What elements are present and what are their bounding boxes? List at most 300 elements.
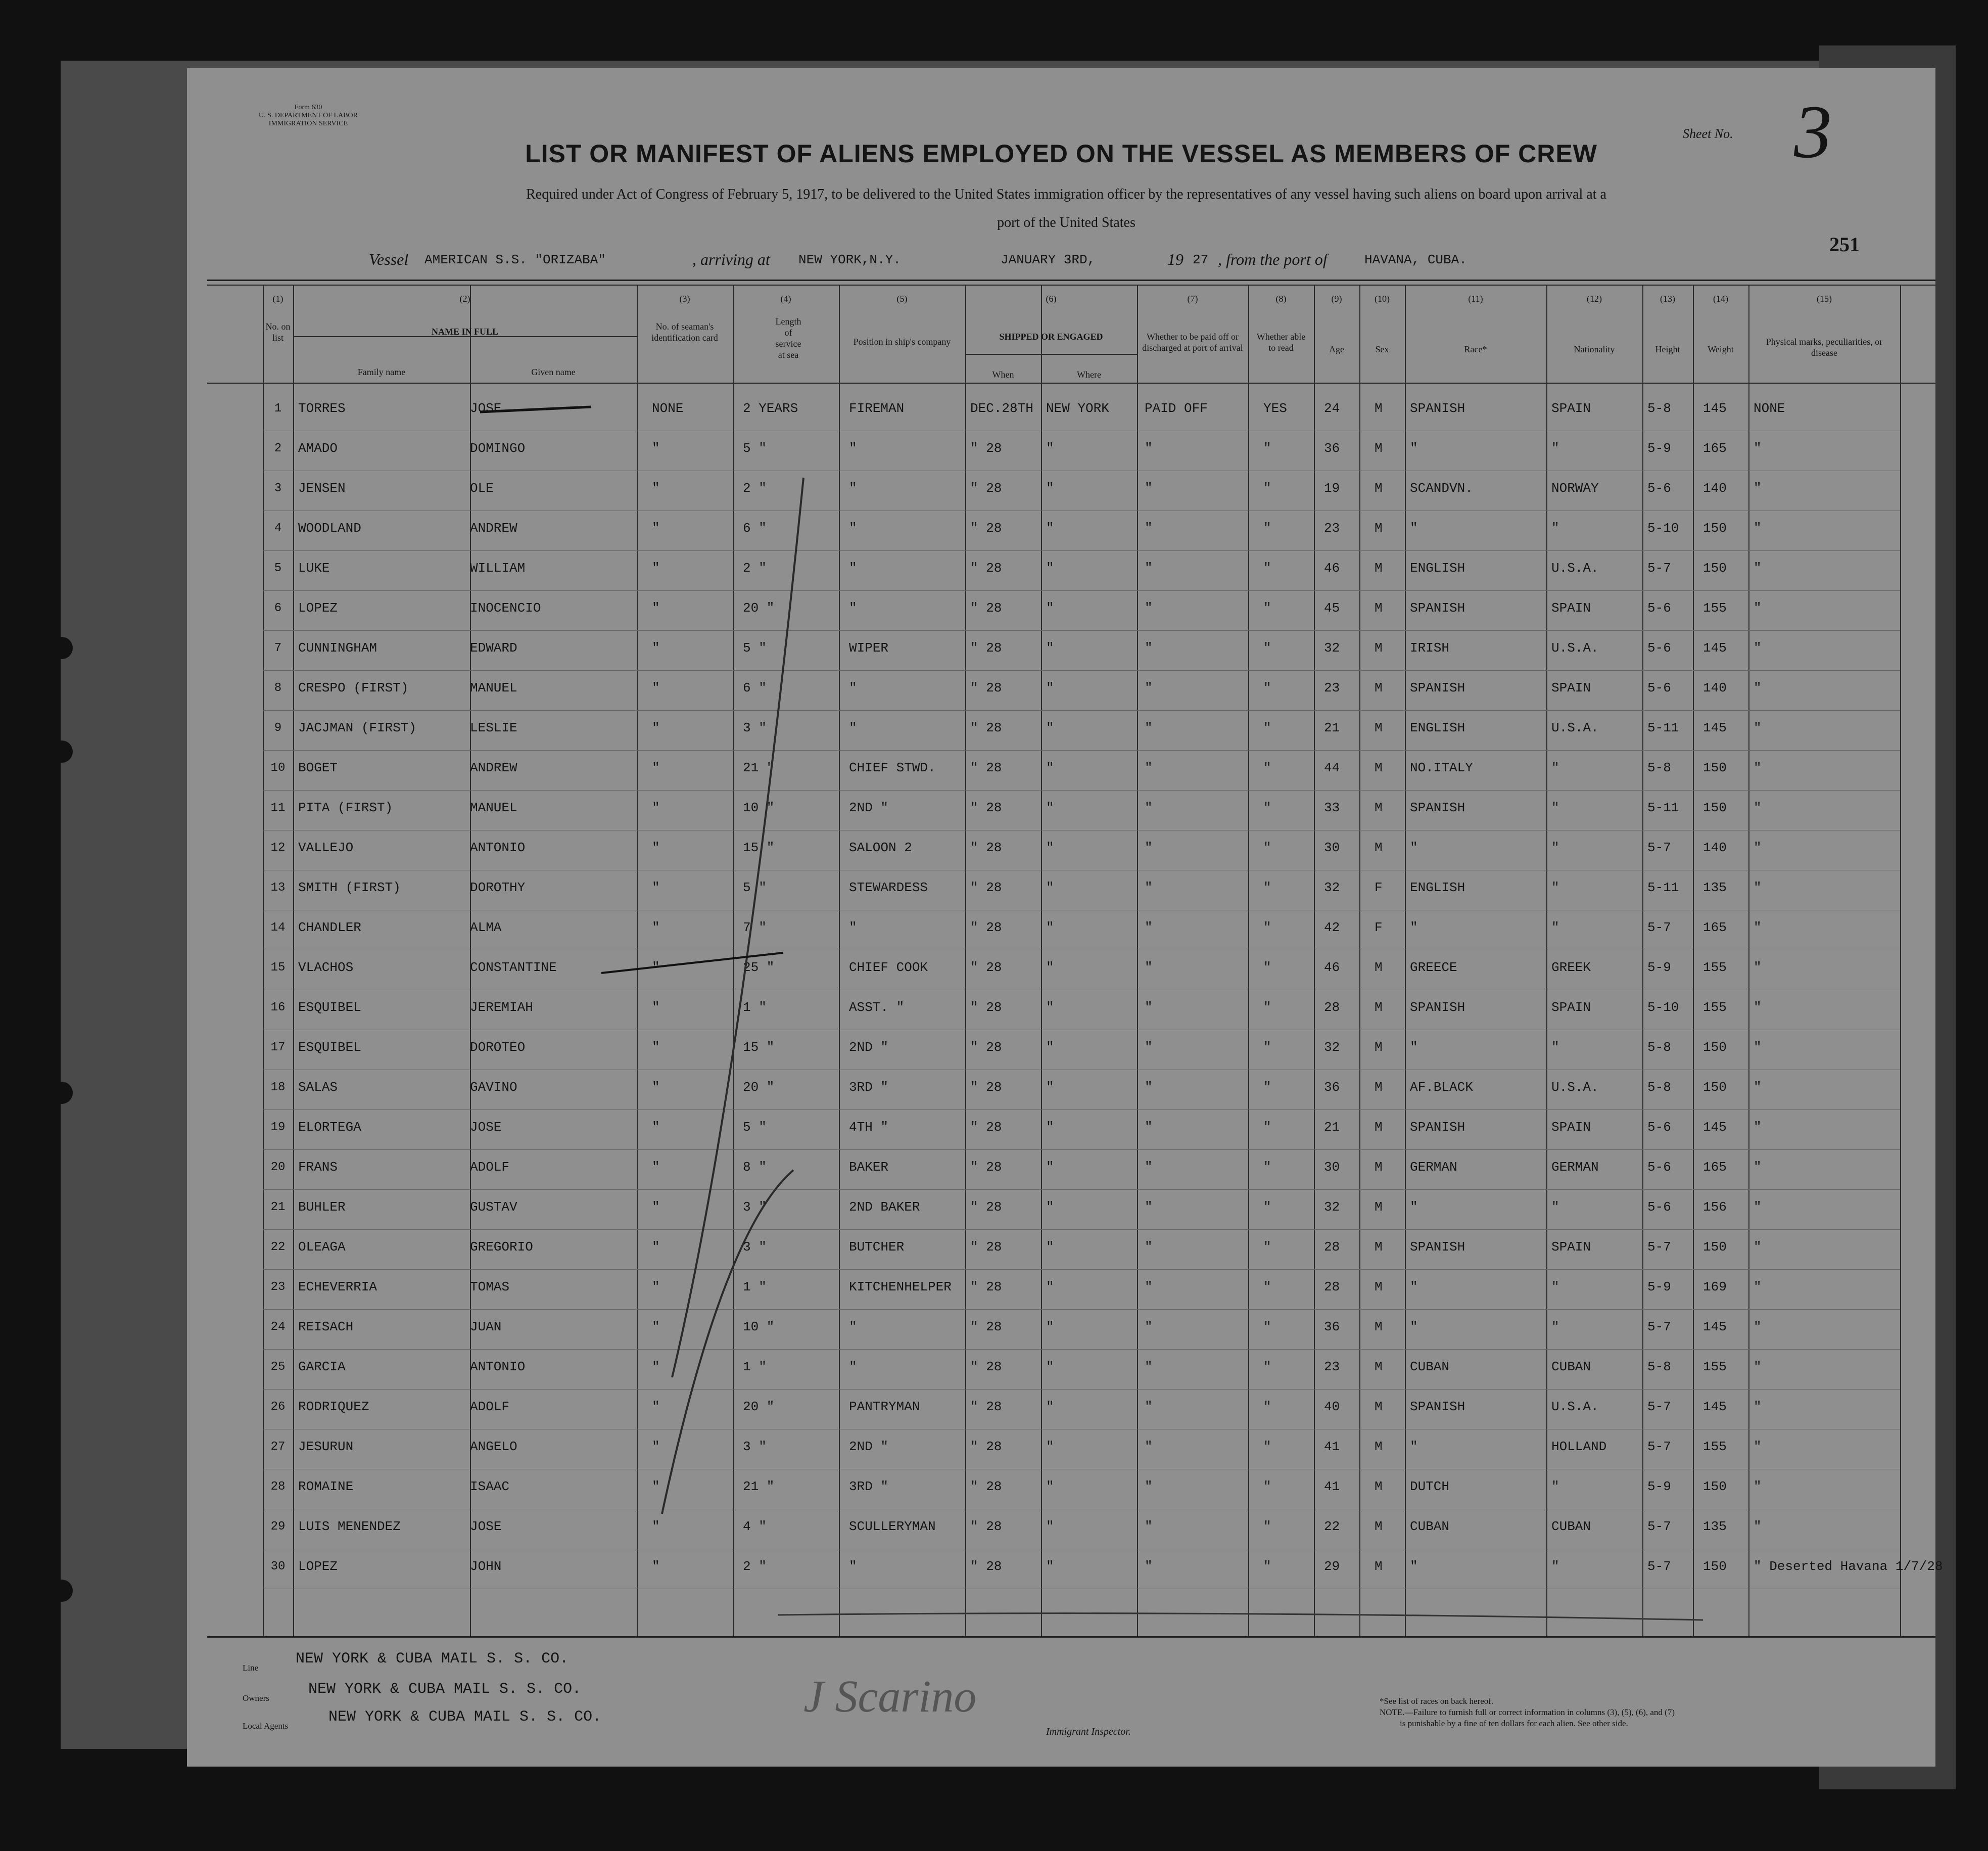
race-cell: IRISH xyxy=(1410,640,1450,656)
age-cell: 21 xyxy=(1324,720,1340,735)
physical-marks-cell: " xyxy=(1754,1319,1762,1334)
given-name-cell: ADOLF xyxy=(470,1399,510,1414)
id-card-cell: " xyxy=(652,561,660,576)
id-card-cell: " xyxy=(652,640,660,656)
age-cell: 32 xyxy=(1324,1040,1340,1055)
family-name-cell: AMADO xyxy=(298,441,338,456)
age-cell: 28 xyxy=(1324,1239,1340,1255)
given-name-cell: MANUEL xyxy=(470,680,517,696)
shipped-when-cell: " 28 xyxy=(970,1479,1002,1494)
weight-cell: 150 xyxy=(1703,1559,1727,1574)
given-name-cell: OLE xyxy=(470,481,494,496)
height-cell: 5-8 xyxy=(1647,1040,1671,1055)
service-length-cell: 15 " xyxy=(743,1040,775,1055)
height-cell: 5-7 xyxy=(1647,1559,1671,1574)
race-cell: SPANISH xyxy=(1410,1120,1465,1135)
shipped-when-cell: " 28 xyxy=(970,1000,1002,1015)
nationality-cell: GERMAN xyxy=(1551,1160,1599,1175)
service-length-cell: 10 " xyxy=(743,800,775,815)
page-number: 251 xyxy=(1829,233,1860,256)
race-cell: SPANISH xyxy=(1410,1000,1465,1015)
row-number: 21 xyxy=(270,1200,286,1214)
service-length-cell: 5 " xyxy=(743,441,767,456)
race-cell: AF.BLACK xyxy=(1410,1080,1473,1095)
col-12-number: (12) xyxy=(1587,294,1602,304)
id-card-cell: " xyxy=(652,880,660,895)
pencil-annotations xyxy=(187,68,1935,1767)
service-length-cell: 2 YEARS xyxy=(743,401,798,416)
paid-off-cell: " xyxy=(1145,1199,1153,1215)
height-cell: 5-7 xyxy=(1647,1239,1671,1255)
height-cell: 5-9 xyxy=(1647,1279,1671,1294)
family-name-cell: ROMAINE xyxy=(298,1479,354,1494)
vessel-name: AMERICAN S.S. "ORIZABA" xyxy=(424,252,606,267)
age-cell: 36 xyxy=(1324,441,1340,456)
service-length-cell: 2 " xyxy=(743,1559,767,1574)
nationality-cell: U.S.A. xyxy=(1551,720,1599,735)
position-cell: 2ND BAKER xyxy=(849,1199,920,1215)
service-length-cell: 1 " xyxy=(743,1000,767,1015)
height-cell: 5-7 xyxy=(1647,1439,1671,1454)
nationality-cell: " xyxy=(1551,1199,1559,1215)
race-cell: " xyxy=(1410,1199,1418,1215)
service-length-cell: 5 " xyxy=(743,640,767,656)
paid-off-cell: " xyxy=(1145,720,1153,735)
col-2-number: (2) xyxy=(459,294,470,304)
nationality-cell: SPAIN xyxy=(1551,401,1591,416)
age-cell: 45 xyxy=(1324,600,1340,616)
physical-marks-cell: " xyxy=(1754,1239,1762,1255)
able-to-read-cell: " xyxy=(1263,1399,1271,1414)
sheet-number: 3 xyxy=(1794,90,1832,174)
paid-off-cell: " xyxy=(1145,1279,1153,1294)
family-name-cell: CUNNINGHAM xyxy=(298,640,377,656)
age-cell: 44 xyxy=(1324,760,1340,775)
shipped-where-cell: " xyxy=(1046,1319,1054,1334)
punch-hole xyxy=(51,741,73,763)
paid-off-cell: " xyxy=(1145,920,1153,935)
pencil-stroke xyxy=(672,478,803,1377)
race-cell: SPANISH xyxy=(1410,1239,1465,1255)
age-cell: 28 xyxy=(1324,1279,1340,1294)
height-cell: 5-7 xyxy=(1647,840,1671,855)
id-card-cell: " xyxy=(652,720,660,735)
year-prefix: 19 xyxy=(1167,250,1184,268)
pencil-stroke xyxy=(662,1170,793,1514)
shipped-when-cell: " 28 xyxy=(970,1160,1002,1175)
nationality-cell: U.S.A. xyxy=(1551,640,1599,656)
physical-marks-cell: " xyxy=(1754,840,1762,855)
race-cell: " xyxy=(1410,840,1418,855)
col-4-number: (4) xyxy=(780,294,791,304)
physical-marks-cell: " Deserted Havana 1/7/28 xyxy=(1754,1559,1943,1574)
able-to-read-cell: " xyxy=(1263,1199,1271,1215)
weight-cell: 145 xyxy=(1703,401,1727,416)
nationality-cell: " xyxy=(1551,1040,1559,1055)
height-cell: 5-9 xyxy=(1647,441,1671,456)
agents-value: NEW YORK & CUBA MAIL S. S. CO. xyxy=(328,1708,602,1726)
nationality-cell: " xyxy=(1551,1559,1559,1574)
weight-cell: 140 xyxy=(1703,840,1727,855)
position-cell: 3RD " xyxy=(849,1479,889,1494)
height-cell: 5-11 xyxy=(1647,880,1679,895)
given-name-cell: CONSTANTINE xyxy=(470,960,557,975)
service-length-cell: 20 " xyxy=(743,600,775,616)
position-cell: CHIEF STWD. xyxy=(849,760,936,775)
age-cell: 23 xyxy=(1324,521,1340,536)
weight-cell: 150 xyxy=(1703,1040,1727,1055)
family-name-cell: SMITH (FIRST) xyxy=(298,880,401,895)
family-name-cell: CRESPO (FIRST) xyxy=(298,680,409,696)
sheet-label: Sheet No. xyxy=(1683,126,1733,141)
position-cell: " xyxy=(849,441,857,456)
owners-label: Owners xyxy=(243,1693,269,1703)
given-name-cell: ANDREW xyxy=(470,760,517,775)
family-name-cell: FRANS xyxy=(298,1160,338,1175)
sex-cell: M xyxy=(1375,1359,1383,1374)
arriving-label: , arriving at xyxy=(692,250,770,268)
row-number: 18 xyxy=(270,1081,286,1094)
pencil-stroke xyxy=(778,1613,1703,1620)
paid-off-cell: " xyxy=(1145,481,1153,496)
sex-cell: F xyxy=(1375,880,1383,895)
physical-marks-cell: " xyxy=(1754,481,1762,496)
note-races: *See list of races on back hereof. xyxy=(1380,1696,1494,1706)
able-to-read-cell: " xyxy=(1263,1120,1271,1135)
nationality-cell: " xyxy=(1551,521,1559,536)
shipped-where-cell: " xyxy=(1046,760,1054,775)
shipped-when-header: When xyxy=(992,369,1014,380)
paid-off-cell: " xyxy=(1145,521,1153,536)
position-cell: STEWARDESS xyxy=(849,880,928,895)
race-cell: SPANISH xyxy=(1410,800,1465,815)
given-name-cell: ALMA xyxy=(470,920,502,935)
id-card-cell: " xyxy=(652,1399,660,1414)
shipped-when-cell: " 28 xyxy=(970,1519,1002,1534)
position-cell: FIREMAN xyxy=(849,401,905,416)
shipped-where-cell: " xyxy=(1046,840,1054,855)
row-number: 15 xyxy=(270,961,286,975)
shipped-when-cell: " 28 xyxy=(970,840,1002,855)
sex-cell: M xyxy=(1375,720,1383,735)
paid-off-cell: " xyxy=(1145,680,1153,696)
family-name-cell: WOODLAND xyxy=(298,521,361,536)
height-cell: 5-7 xyxy=(1647,920,1671,935)
physical-marks-cell: " xyxy=(1754,1120,1762,1135)
shipped-where-cell: " xyxy=(1046,1559,1054,1574)
service-length-cell: 20 " xyxy=(743,1080,775,1095)
service-length-cell: 10 " xyxy=(743,1319,775,1334)
service-length-cell: 25 " xyxy=(743,960,775,975)
height-cell: 5-7 xyxy=(1647,561,1671,576)
able-to-read-cell: " xyxy=(1263,441,1271,456)
paid-off-cell: " xyxy=(1145,1359,1153,1374)
physical-marks-cell: " xyxy=(1754,1439,1762,1454)
row-number: 1 xyxy=(274,402,282,415)
height-cell: 5-6 xyxy=(1647,640,1671,656)
weight-cell: 140 xyxy=(1703,481,1727,496)
sex-cell: M xyxy=(1375,1040,1383,1055)
id-card-cell: " xyxy=(652,1120,660,1135)
physical-marks-cell: " xyxy=(1754,960,1762,975)
given-name-cell: ANTONIO xyxy=(470,1359,526,1374)
shipped-where-cell: " xyxy=(1046,1479,1054,1494)
age-cell: 23 xyxy=(1324,1359,1340,1374)
physical-marks-cell: " xyxy=(1754,880,1762,895)
family-name-cell: ESQUIBEL xyxy=(298,1040,361,1055)
physical-marks-cell: " xyxy=(1754,640,1762,656)
sex-cell: M xyxy=(1375,600,1383,616)
physical-marks-cell: " xyxy=(1754,920,1762,935)
family-name-cell: JESURUN xyxy=(298,1439,354,1454)
sex-cell: M xyxy=(1375,1160,1383,1175)
col-9-header: Age xyxy=(1329,344,1344,354)
service-length-cell: 1 " xyxy=(743,1279,767,1294)
from-port-label: , from the port of xyxy=(1218,250,1328,268)
race-cell: CUBAN xyxy=(1410,1359,1450,1374)
shipped-when-cell: " 28 xyxy=(970,760,1002,775)
able-to-read-cell: " xyxy=(1263,1439,1271,1454)
able-to-read-cell: " xyxy=(1263,521,1271,536)
weight-cell: 155 xyxy=(1703,960,1727,975)
nationality-cell: U.S.A. xyxy=(1551,1080,1599,1095)
shipped-when-cell: " 28 xyxy=(970,441,1002,456)
position-cell: SALOON 2 xyxy=(849,840,912,855)
position-cell: " xyxy=(849,720,857,735)
able-to-read-cell: " xyxy=(1263,1319,1271,1334)
able-to-read-cell: " xyxy=(1263,561,1271,576)
shipped-when-cell: " 28 xyxy=(970,800,1002,815)
sex-cell: F xyxy=(1375,920,1383,935)
paid-off-cell: " xyxy=(1145,600,1153,616)
service-length-cell: 4 " xyxy=(743,1519,767,1534)
shipped-where-cell: " xyxy=(1046,1199,1054,1215)
service-length-cell: 8 " xyxy=(743,1160,767,1175)
given-name-cell: DOROTEO xyxy=(470,1040,526,1055)
row-number: 13 xyxy=(270,881,286,895)
shipped-when-cell: " 28 xyxy=(970,1040,1002,1055)
family-name-cell: LOPEZ xyxy=(298,600,338,616)
shipped-where-cell: " xyxy=(1046,1120,1054,1135)
family-name-cell: LUKE xyxy=(298,561,330,576)
service-length-cell: 3 " xyxy=(743,1439,767,1454)
physical-marks-cell: " xyxy=(1754,600,1762,616)
physical-marks-cell: " xyxy=(1754,1359,1762,1374)
age-cell: 46 xyxy=(1324,561,1340,576)
able-to-read-cell: " xyxy=(1263,1000,1271,1015)
sex-cell: M xyxy=(1375,640,1383,656)
physical-marks-cell: " xyxy=(1754,1479,1762,1494)
row-number: 14 xyxy=(270,921,286,935)
punch-hole xyxy=(51,1580,73,1602)
id-card-cell: " xyxy=(652,1160,660,1175)
shipped-when-cell: " 28 xyxy=(970,600,1002,616)
service-length-cell: 20 " xyxy=(743,1399,775,1414)
nationality-cell: HOLLAND xyxy=(1551,1439,1607,1454)
position-cell: PANTRYMAN xyxy=(849,1399,920,1414)
shipped-where-cell: " xyxy=(1046,1279,1054,1294)
manifest-title: LIST OR MANIFEST OF ALIENS EMPLOYED ON THE VESSEL AS MEMBERS OF CREW xyxy=(525,140,1597,168)
family-name-cell: BOGET xyxy=(298,760,338,775)
physical-marks-cell: " xyxy=(1754,1199,1762,1215)
family-name-cell: ELORTEGA xyxy=(298,1120,361,1135)
paid-off-cell: " xyxy=(1145,1040,1153,1055)
id-card-cell: " xyxy=(652,1319,660,1334)
paid-off-cell: " xyxy=(1145,1439,1153,1454)
row-number: 26 xyxy=(270,1400,286,1414)
position-cell: WIPER xyxy=(849,640,889,656)
family-name-cell: TORRES xyxy=(298,401,346,416)
paid-off-cell: " xyxy=(1145,840,1153,855)
row-number: 23 xyxy=(270,1280,286,1294)
race-cell: GERMAN xyxy=(1410,1160,1457,1175)
age-cell: 41 xyxy=(1324,1439,1340,1454)
age-cell: 36 xyxy=(1324,1080,1340,1095)
col-9-number: (9) xyxy=(1331,294,1342,304)
family-name-cell: CHANDLER xyxy=(298,920,361,935)
position-cell: BUTCHER xyxy=(849,1239,905,1255)
able-to-read-cell: " xyxy=(1263,1160,1271,1175)
weight-cell: 150 xyxy=(1703,561,1727,576)
weight-cell: 150 xyxy=(1703,800,1727,815)
race-cell: NO.ITALY xyxy=(1410,760,1473,775)
physical-marks-cell: " xyxy=(1754,561,1762,576)
sex-cell: M xyxy=(1375,1319,1383,1334)
service-length-cell: 6 " xyxy=(743,521,767,536)
able-to-read-cell: " xyxy=(1263,680,1271,696)
vessel-label: Vessel xyxy=(369,250,409,268)
shipped-when-cell: " 28 xyxy=(970,1239,1002,1255)
race-cell: SPANISH xyxy=(1410,1399,1465,1414)
race-cell: DUTCH xyxy=(1410,1479,1450,1494)
weight-cell: 150 xyxy=(1703,1080,1727,1095)
able-to-read-cell: " xyxy=(1263,600,1271,616)
able-to-read-cell: " xyxy=(1263,1479,1271,1494)
given-name-cell: INOCENCIO xyxy=(470,600,541,616)
height-cell: 5-7 xyxy=(1647,1519,1671,1534)
paid-off-cell: " xyxy=(1145,1319,1153,1334)
race-cell: SCANDVN. xyxy=(1410,481,1473,496)
race-cell: GREECE xyxy=(1410,960,1457,975)
row-number: 24 xyxy=(270,1320,286,1334)
arrival-year: 27 xyxy=(1193,252,1209,267)
id-card-cell: " xyxy=(652,1000,660,1015)
family-name-cell: VALLEJO xyxy=(298,840,354,855)
col-4-header: Length of service at sea xyxy=(775,316,801,360)
given-name-cell: JOHN xyxy=(470,1559,502,1574)
shipped-where-cell: " xyxy=(1046,1439,1054,1454)
sex-cell: M xyxy=(1375,1399,1383,1414)
col-7-header: Whether to be paid off or discharged at port of arrival xyxy=(1142,332,1243,353)
position-cell: 3RD " xyxy=(849,1080,889,1095)
height-cell: 5-11 xyxy=(1647,800,1679,815)
age-cell: 32 xyxy=(1324,880,1340,895)
paid-off-cell: " xyxy=(1145,760,1153,775)
nationality-cell: " xyxy=(1551,800,1559,815)
paid-off-cell: " xyxy=(1145,561,1153,576)
able-to-read-cell: " xyxy=(1263,800,1271,815)
paid-off-cell: PAID OFF xyxy=(1145,401,1208,416)
shipped-when-cell: " 28 xyxy=(970,920,1002,935)
col-10-header: Sex xyxy=(1375,344,1389,354)
shipped-when-cell: " 28 xyxy=(970,561,1002,576)
id-card-cell: NONE xyxy=(652,401,684,416)
age-cell: 32 xyxy=(1324,1199,1340,1215)
service-length-cell: 21 " xyxy=(743,1479,775,1494)
sex-cell: M xyxy=(1375,1559,1383,1574)
race-cell: " xyxy=(1410,1040,1418,1055)
age-cell: 21 xyxy=(1324,1120,1340,1135)
sex-cell: M xyxy=(1375,960,1383,975)
id-card-cell: " xyxy=(652,680,660,696)
position-cell: SCULLERYMAN xyxy=(849,1519,936,1534)
shipped-when-cell: " 28 xyxy=(970,1399,1002,1414)
shipped-when-cell: " 28 xyxy=(970,1279,1002,1294)
weight-cell: 150 xyxy=(1703,760,1727,775)
nationality-cell: GREEK xyxy=(1551,960,1591,975)
col-6-number: (6) xyxy=(1046,294,1057,304)
family-name-cell: GARCIA xyxy=(298,1359,346,1374)
given-name-cell: DOROTHY xyxy=(470,880,526,895)
sex-cell: M xyxy=(1375,1439,1383,1454)
sex-cell: M xyxy=(1375,401,1383,416)
height-cell: 5-10 xyxy=(1647,521,1679,536)
shipped-when-cell: " 28 xyxy=(970,640,1002,656)
col-5-header: Position in ship's company xyxy=(853,337,951,347)
weight-cell: 145 xyxy=(1703,1120,1727,1135)
nationality-cell: " xyxy=(1551,760,1559,775)
weight-cell: 140 xyxy=(1703,680,1727,696)
row-number: 7 xyxy=(274,641,282,655)
weight-cell: 150 xyxy=(1703,1239,1727,1255)
shipped-when-cell: " 28 xyxy=(970,1439,1002,1454)
height-cell: 5-6 xyxy=(1647,680,1671,696)
row-number: 5 xyxy=(274,562,282,575)
row-number: 9 xyxy=(274,721,282,735)
shipped-where-cell: " xyxy=(1046,1399,1054,1414)
sex-cell: M xyxy=(1375,1279,1383,1294)
id-card-cell: " xyxy=(652,920,660,935)
nationality-cell: " xyxy=(1551,1279,1559,1294)
nationality-cell: SPAIN xyxy=(1551,1000,1591,1015)
service-name: IMMIGRATION SERVICE xyxy=(268,120,348,127)
sex-cell: M xyxy=(1375,800,1383,815)
weight-cell: 145 xyxy=(1703,640,1727,656)
row-number: 4 xyxy=(274,522,282,535)
given-name-cell: JUAN xyxy=(470,1319,502,1334)
race-cell: ENGLISH xyxy=(1410,880,1465,895)
punch-hole xyxy=(51,637,73,659)
able-to-read-cell: " xyxy=(1263,1279,1271,1294)
age-cell: 19 xyxy=(1324,481,1340,496)
shipped-where-cell: " xyxy=(1046,1359,1054,1374)
sex-cell: M xyxy=(1375,521,1383,536)
height-cell: 5-6 xyxy=(1647,1120,1671,1135)
shipped-when-cell: " 28 xyxy=(970,720,1002,735)
shipped-when-cell: " 28 xyxy=(970,1080,1002,1095)
height-cell: 5-6 xyxy=(1647,1199,1671,1215)
family-name-cell: BUHLER xyxy=(298,1199,346,1215)
race-cell: ENGLISH xyxy=(1410,720,1465,735)
age-cell: 28 xyxy=(1324,1000,1340,1015)
position-cell: " xyxy=(849,1559,857,1574)
family-name-cell: LUIS MENENDEZ xyxy=(298,1519,401,1534)
given-name-cell: DOMINGO xyxy=(470,441,526,456)
row-number: 12 xyxy=(270,841,286,855)
paid-off-cell: " xyxy=(1145,1519,1153,1534)
id-card-cell: " xyxy=(652,1519,660,1534)
sex-cell: M xyxy=(1375,1479,1383,1494)
